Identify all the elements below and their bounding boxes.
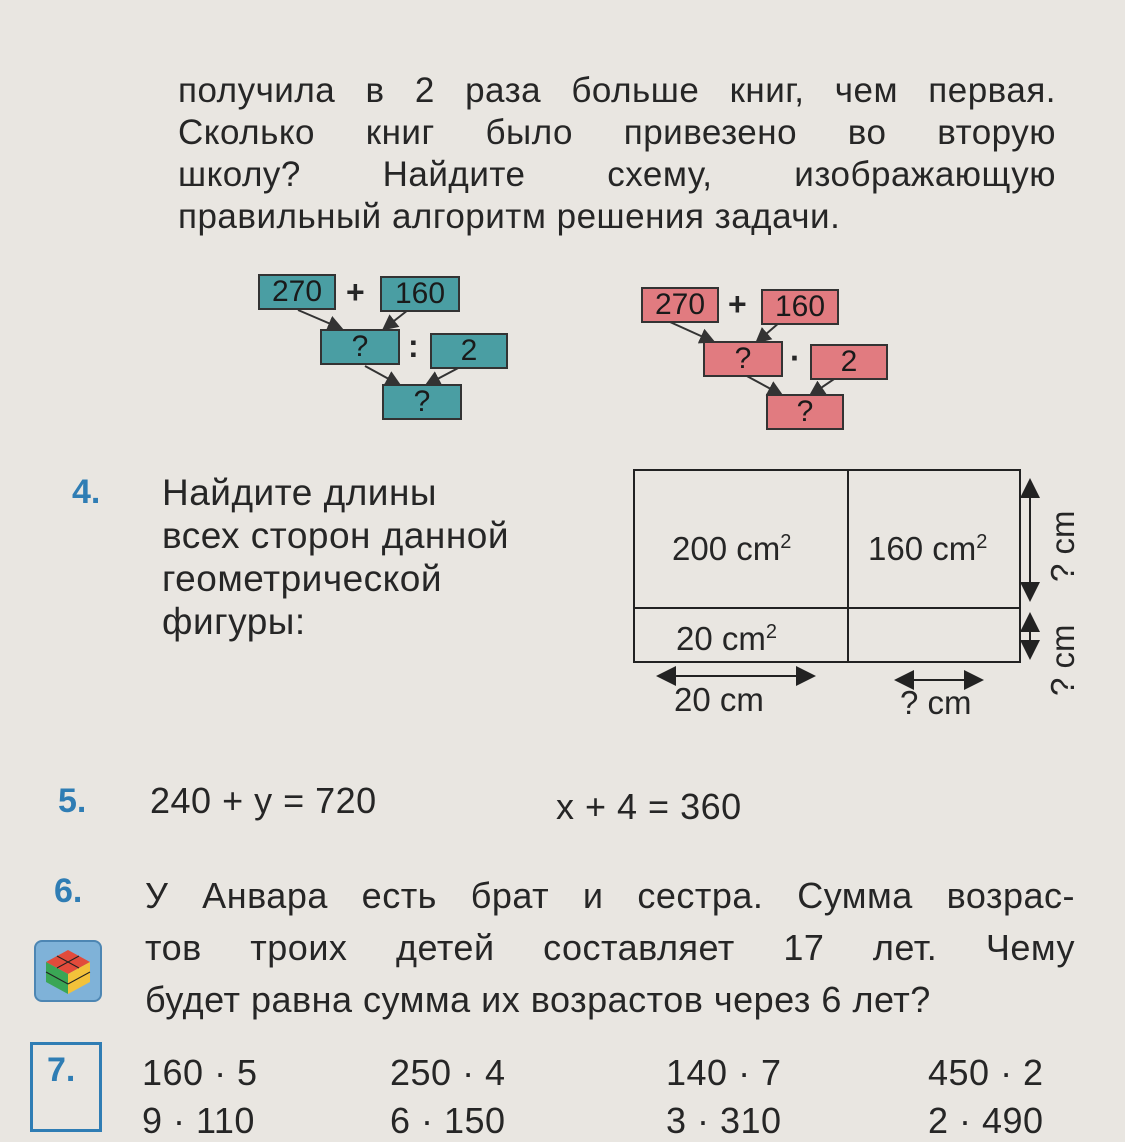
task7-item-7: 3 · 310 [666, 1100, 782, 1141]
task6-line-1: У Анвара есть брат и сестра. Сумма возрас- [145, 875, 1075, 916]
task7-number-box [30, 1042, 102, 1132]
task7-item-8: 2 · 490 [928, 1100, 1044, 1141]
scheme-left-result: ? [382, 384, 462, 420]
scheme-left-c: 2 [430, 333, 508, 369]
scheme-right-c: 2 [810, 344, 888, 380]
scheme-right-result: ? [766, 394, 844, 430]
task6-line-2: тов троих детей составляет 17 лет. Чему [145, 927, 1075, 968]
cell-top-right: 160 $cm^2$ [868, 530, 988, 567]
intro-line-1: получила в 2 раза больше книг, чем первая. [178, 71, 1056, 110]
task6-line-3: будет равна сумма их возрастов через 6 лет? [145, 979, 931, 1020]
task7-item-1: 160 · 5 [142, 1052, 258, 1093]
scheme-right-op2: · [790, 340, 801, 376]
task5-equation-1: 240 + y = 720 [150, 780, 377, 821]
bottom-left-length: 20 cm [674, 681, 764, 718]
right-bottom-length: ? cm [1044, 624, 1081, 696]
task7-item-5: 9 · 110 [142, 1100, 255, 1141]
bottom-right-length: ? cm [900, 684, 972, 721]
task7-item-6: 6 · 150 [390, 1100, 506, 1141]
right-top-length: ? cm [1044, 510, 1081, 582]
scheme-left-a: 270 [258, 274, 336, 310]
rubiks-cube-icon [36, 942, 100, 1000]
task7-item-4: 450 · 2 [928, 1052, 1044, 1093]
task4-line-3: геометрической [162, 558, 443, 599]
scheme-right-op1: + [728, 286, 747, 322]
scheme-left-op2: : [408, 328, 419, 364]
task7-number: 7. [47, 1051, 76, 1089]
intro-line-4: правильный алгоритм решения задачи. [178, 197, 841, 236]
task4-line-1: Найдите длины [162, 472, 437, 513]
scheme-right-a: 270 [641, 287, 719, 323]
scheme-left-op1: + [346, 274, 365, 310]
cube-icon [34, 940, 102, 1002]
task6-text [145, 870, 1075, 1026]
scheme-right-q1: ? [703, 341, 783, 377]
task5-number: 5. [58, 782, 87, 820]
scheme-right-b: 160 [761, 289, 839, 325]
scheme-left-b: 160 [380, 276, 460, 312]
task7-item-3: 140 · 7 [666, 1052, 782, 1093]
task4-number: 4. [72, 473, 101, 511]
task4-line-4: фигуры: [162, 601, 306, 642]
task4-line-2: всех сторон данной [162, 515, 510, 556]
intro-line-2: Сколько книг было привезено во вторую [178, 113, 1056, 152]
task5-equation-2: x + 4 = 360 [556, 786, 742, 827]
cell-bottom-left: 20 $cm^2$ [676, 620, 777, 657]
task6-number: 6. [54, 872, 83, 910]
task7-item-2: 250 · 4 [390, 1052, 506, 1093]
intro-line-3: школу? Найдите схему, изображающую [178, 155, 1056, 194]
cell-top-left: 200 $cm^2$ [672, 530, 792, 567]
scheme-left-q1: ? [320, 329, 400, 365]
